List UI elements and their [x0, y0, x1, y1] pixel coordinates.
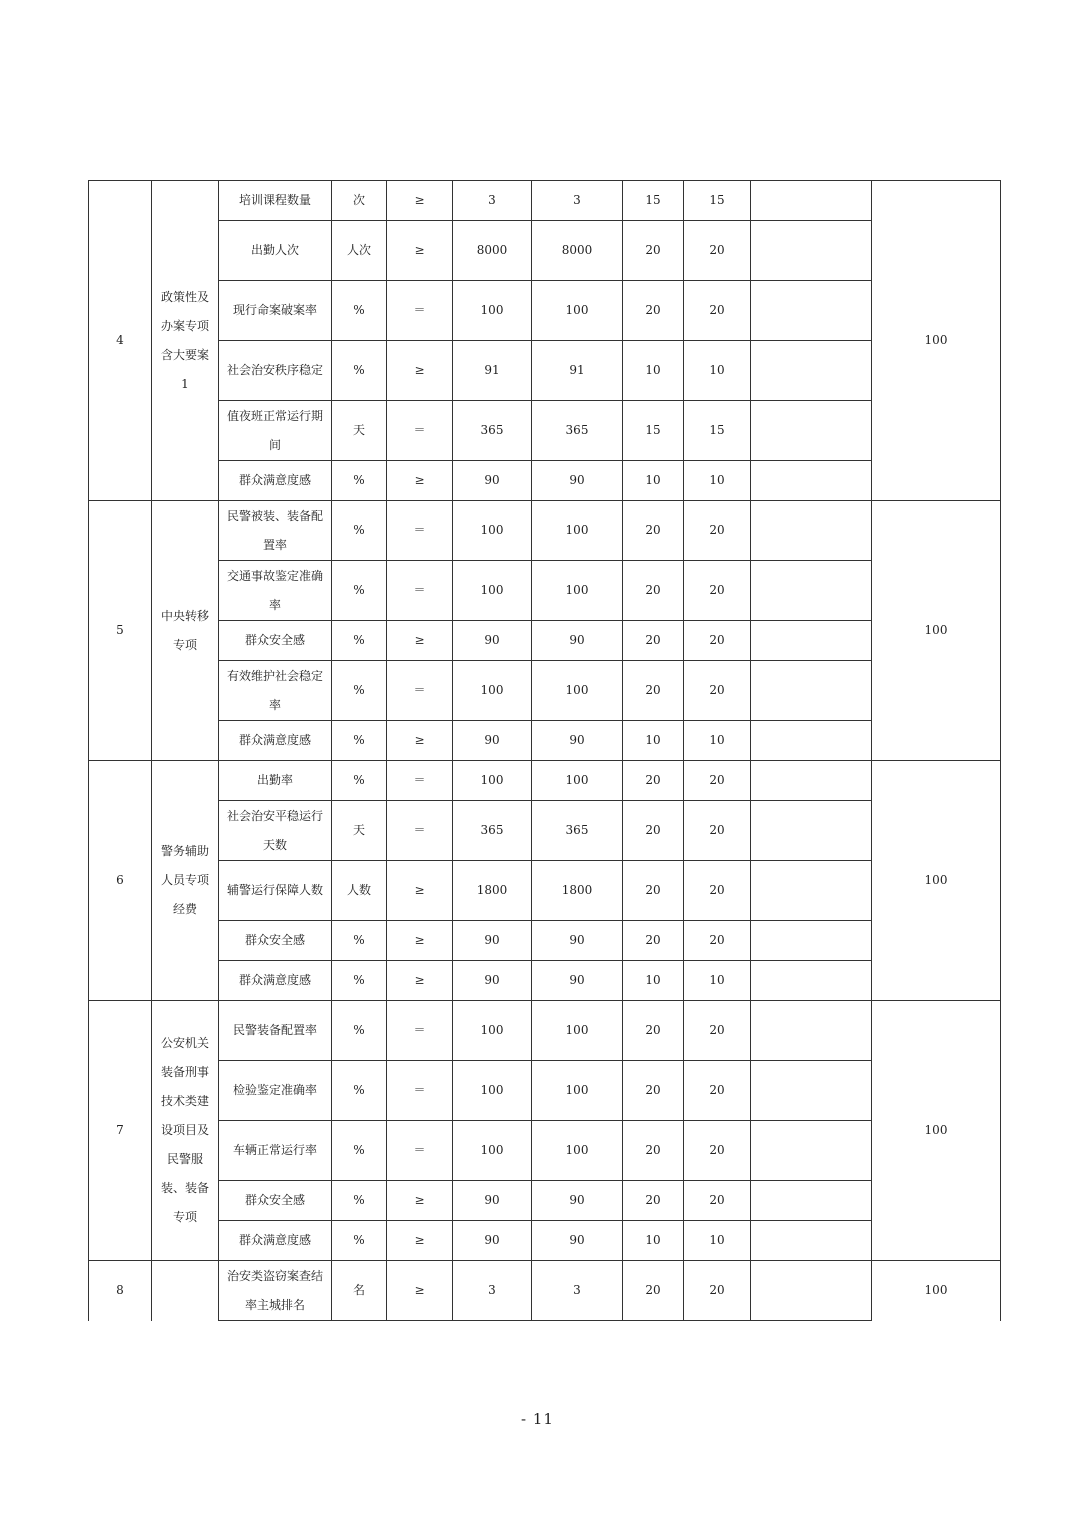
score-cell: 20	[684, 1061, 751, 1121]
indicator-cell: 有效维护社会稳定率	[219, 661, 332, 721]
table-row	[89, 281, 1001, 341]
remark-cell	[751, 801, 872, 861]
actual-value-cell: 100	[532, 281, 623, 341]
table-body	[89, 181, 1001, 1321]
table-row	[89, 1061, 1001, 1121]
score-cell: 20	[684, 1261, 751, 1321]
target-value-cell: 90	[453, 961, 532, 1001]
indicator-cell: 车辆正常运行率	[219, 1121, 332, 1181]
remark-cell	[751, 1181, 872, 1221]
actual-value-cell: 90	[532, 1221, 623, 1261]
unit-cell: %	[332, 961, 387, 1001]
table-row	[89, 861, 1001, 921]
table-row	[89, 461, 1001, 501]
score-cell: 20	[684, 281, 751, 341]
remark-cell	[751, 661, 872, 721]
weight-cell: 20	[623, 561, 684, 621]
weight-cell: 20	[623, 621, 684, 661]
indicator-cell: 群众安全感	[219, 621, 332, 661]
performance-table	[88, 180, 1001, 1321]
table-row	[89, 661, 1001, 721]
weight-cell: 20	[623, 1001, 684, 1061]
score-cell: 10	[684, 1221, 751, 1261]
target-value-cell: 90	[453, 621, 532, 661]
actual-value-cell: 365	[532, 401, 623, 461]
target-value-cell: 100	[453, 661, 532, 721]
operator-cell: ＝	[387, 761, 453, 801]
actual-value-cell: 90	[532, 921, 623, 961]
actual-value-cell: 3	[532, 181, 623, 221]
total-score-cell: 100	[872, 501, 1001, 761]
score-cell: 20	[684, 861, 751, 921]
actual-value-cell: 100	[532, 1001, 623, 1061]
target-value-cell: 1800	[453, 861, 532, 921]
indicator-cell: 群众满意度感	[219, 461, 332, 501]
remark-cell	[751, 721, 872, 761]
weight-cell: 10	[623, 961, 684, 1001]
weight-cell: 20	[623, 221, 684, 281]
unit-cell: %	[332, 721, 387, 761]
operator-cell: ＝	[387, 661, 453, 721]
weight-cell: 15	[623, 181, 684, 221]
remark-cell	[751, 1001, 872, 1061]
remark-cell	[751, 281, 872, 341]
score-cell: 20	[684, 921, 751, 961]
table-row	[89, 621, 1001, 661]
weight-cell: 10	[623, 1221, 684, 1261]
actual-value-cell: 1800	[532, 861, 623, 921]
weight-cell: 20	[623, 1261, 684, 1321]
indicator-cell: 民警装备配置率	[219, 1001, 332, 1061]
target-value-cell: 3	[453, 181, 532, 221]
table-row	[89, 721, 1001, 761]
score-cell: 15	[684, 181, 751, 221]
weight-cell: 10	[623, 341, 684, 401]
total-score-cell: 100	[872, 1001, 1001, 1261]
remark-cell	[751, 1121, 872, 1181]
indicator-cell: 现行命案破案率	[219, 281, 332, 341]
target-value-cell: 100	[453, 1061, 532, 1121]
indicator-cell: 治安类盗窃案查结率主城排名	[219, 1261, 332, 1321]
unit-cell: %	[332, 461, 387, 501]
table-row	[89, 921, 1001, 961]
actual-value-cell: 90	[532, 721, 623, 761]
weight-cell: 20	[623, 1181, 684, 1221]
operator-cell: ≥	[387, 621, 453, 661]
remark-cell	[751, 401, 872, 461]
unit-cell: %	[332, 621, 387, 661]
indicator-cell: 群众满意度感	[219, 961, 332, 1001]
table-row	[89, 961, 1001, 1001]
indicator-cell: 社会治安平稳运行天数	[219, 801, 332, 861]
indicator-cell: 值夜班正常运行期间	[219, 401, 332, 461]
indicator-cell: 辅警运行保障人数	[219, 861, 332, 921]
row-number-cell: 4	[89, 181, 152, 501]
actual-value-cell: 90	[532, 621, 623, 661]
operator-cell: ≥	[387, 1261, 453, 1321]
remark-cell	[751, 961, 872, 1001]
table-row	[89, 1001, 1001, 1061]
remark-cell	[751, 861, 872, 921]
actual-value-cell: 3	[532, 1261, 623, 1321]
operator-cell: ≥	[387, 861, 453, 921]
remark-cell	[751, 561, 872, 621]
unit-cell: %	[332, 1221, 387, 1261]
weight-cell: 20	[623, 1061, 684, 1121]
remark-cell	[751, 501, 872, 561]
operator-cell: ≥	[387, 461, 453, 501]
target-value-cell: 100	[453, 1001, 532, 1061]
table-row	[89, 1181, 1001, 1221]
target-value-cell: 100	[453, 281, 532, 341]
score-cell: 15	[684, 401, 751, 461]
table-row	[89, 561, 1001, 621]
operator-cell: ＝	[387, 1121, 453, 1181]
remark-cell	[751, 461, 872, 501]
operator-cell: ≥	[387, 221, 453, 281]
actual-value-cell: 91	[532, 341, 623, 401]
unit-cell: %	[332, 921, 387, 961]
operator-cell: ≥	[387, 181, 453, 221]
actual-value-cell: 100	[532, 761, 623, 801]
remark-cell	[751, 921, 872, 961]
weight-cell: 20	[623, 761, 684, 801]
score-cell: 10	[684, 721, 751, 761]
project-name-cell: 警务辅助人员专项经费	[152, 761, 219, 1001]
score-cell: 10	[684, 461, 751, 501]
weight-cell: 20	[623, 921, 684, 961]
unit-cell: 人次	[332, 221, 387, 281]
indicator-cell: 交通事故鉴定准确率	[219, 561, 332, 621]
actual-value-cell: 365	[532, 801, 623, 861]
indicator-cell: 检验鉴定准确率	[219, 1061, 332, 1121]
unit-cell: %	[332, 1061, 387, 1121]
table-row	[89, 341, 1001, 401]
indicator-cell: 出勤率	[219, 761, 332, 801]
target-value-cell: 90	[453, 721, 532, 761]
target-value-cell: 100	[453, 1121, 532, 1181]
remark-cell	[751, 221, 872, 281]
actual-value-cell: 100	[532, 1121, 623, 1181]
unit-cell: 天	[332, 401, 387, 461]
actual-value-cell: 100	[532, 561, 623, 621]
table-row	[89, 1121, 1001, 1181]
unit-cell: %	[332, 501, 387, 561]
operator-cell: ≥	[387, 721, 453, 761]
indicator-cell: 出勤人次	[219, 221, 332, 281]
indicator-cell: 群众安全感	[219, 1181, 332, 1221]
operator-cell: ＝	[387, 561, 453, 621]
operator-cell: ≥	[387, 1181, 453, 1221]
score-cell: 20	[684, 1181, 751, 1221]
target-value-cell: 8000	[453, 221, 532, 281]
remark-cell	[751, 341, 872, 401]
actual-value-cell: 100	[532, 661, 623, 721]
remark-cell	[751, 1221, 872, 1261]
unit-cell: 人数	[332, 861, 387, 921]
table-row	[89, 221, 1001, 281]
table-row	[89, 1261, 1001, 1321]
operator-cell: ≥	[387, 921, 453, 961]
score-cell: 20	[684, 501, 751, 561]
indicator-cell: 社会治安秩序稳定	[219, 341, 332, 401]
score-cell: 20	[684, 621, 751, 661]
project-name-cell: 公安机关装备刑事技术类建设项目及民警服装、装备专项	[152, 1001, 219, 1261]
table-row	[89, 1221, 1001, 1261]
unit-cell: %	[332, 661, 387, 721]
row-number-cell: 6	[89, 761, 152, 1001]
unit-cell: 天	[332, 801, 387, 861]
table-row	[89, 181, 1001, 221]
actual-value-cell: 90	[532, 1181, 623, 1221]
remark-cell	[751, 1261, 872, 1321]
unit-cell: %	[332, 281, 387, 341]
unit-cell: 名	[332, 1261, 387, 1321]
remark-cell	[751, 181, 872, 221]
target-value-cell: 91	[453, 341, 532, 401]
actual-value-cell: 100	[532, 501, 623, 561]
project-name-cell: 中央转移专项	[152, 501, 219, 761]
target-value-cell: 100	[453, 761, 532, 801]
actual-value-cell: 90	[532, 961, 623, 1001]
project-name-cell: 政策性及办案专项含大要案 1	[152, 181, 219, 501]
row-number-cell: 5	[89, 501, 152, 761]
weight-cell: 20	[623, 501, 684, 561]
operator-cell: ＝	[387, 1001, 453, 1061]
table-row	[89, 761, 1001, 801]
weight-cell: 10	[623, 461, 684, 501]
weight-cell: 10	[623, 721, 684, 761]
target-value-cell: 3	[453, 1261, 532, 1321]
remark-cell	[751, 621, 872, 661]
indicator-cell: 群众满意度感	[219, 721, 332, 761]
actual-value-cell: 100	[532, 1061, 623, 1121]
score-cell: 20	[684, 1121, 751, 1181]
target-value-cell: 100	[453, 561, 532, 621]
indicator-cell: 群众安全感	[219, 921, 332, 961]
actual-value-cell: 90	[532, 461, 623, 501]
operator-cell: ＝	[387, 281, 453, 341]
table-row	[89, 801, 1001, 861]
table-row	[89, 401, 1001, 461]
weight-cell: 20	[623, 801, 684, 861]
operator-cell: ＝	[387, 801, 453, 861]
unit-cell: 次	[332, 181, 387, 221]
total-score-cell: 100	[872, 181, 1001, 501]
operator-cell: ≥	[387, 1221, 453, 1261]
unit-cell: %	[332, 561, 387, 621]
score-cell: 20	[684, 661, 751, 721]
row-number-cell: 7	[89, 1001, 152, 1261]
unit-cell: %	[332, 1001, 387, 1061]
actual-value-cell: 8000	[532, 221, 623, 281]
indicator-cell: 民警被装、装备配置率	[219, 501, 332, 561]
weight-cell: 20	[623, 861, 684, 921]
score-cell: 20	[684, 761, 751, 801]
indicator-cell: 群众满意度感	[219, 1221, 332, 1261]
project-name-cell	[152, 1261, 219, 1321]
weight-cell: 15	[623, 401, 684, 461]
remark-cell	[751, 1061, 872, 1121]
operator-cell: ＝	[387, 401, 453, 461]
target-value-cell: 90	[453, 921, 532, 961]
score-cell: 10	[684, 961, 751, 1001]
operator-cell: ＝	[387, 501, 453, 561]
target-value-cell: 90	[453, 1181, 532, 1221]
unit-cell: %	[332, 341, 387, 401]
score-cell: 20	[684, 1001, 751, 1061]
table-row	[89, 501, 1001, 561]
target-value-cell: 365	[453, 401, 532, 461]
unit-cell: %	[332, 1121, 387, 1181]
score-cell: 20	[684, 801, 751, 861]
unit-cell: %	[332, 1181, 387, 1221]
weight-cell: 20	[623, 1121, 684, 1181]
operator-cell: ≥	[387, 961, 453, 1001]
target-value-cell: 90	[453, 461, 532, 501]
score-cell: 10	[684, 341, 751, 401]
total-score-cell: 100	[872, 761, 1001, 1001]
target-value-cell: 90	[453, 1221, 532, 1261]
unit-cell: %	[332, 761, 387, 801]
operator-cell: ＝	[387, 1061, 453, 1121]
weight-cell: 20	[623, 281, 684, 341]
score-cell: 20	[684, 561, 751, 621]
total-score-cell: 100	[872, 1261, 1001, 1321]
remark-cell	[751, 761, 872, 801]
target-value-cell: 100	[453, 501, 532, 561]
row-number-cell: 8	[89, 1261, 152, 1321]
weight-cell: 20	[623, 661, 684, 721]
operator-cell: ≥	[387, 341, 453, 401]
indicator-cell: 培训课程数量	[219, 181, 332, 221]
page-number: - 11	[521, 1410, 554, 1428]
target-value-cell: 365	[453, 801, 532, 861]
score-cell: 20	[684, 221, 751, 281]
